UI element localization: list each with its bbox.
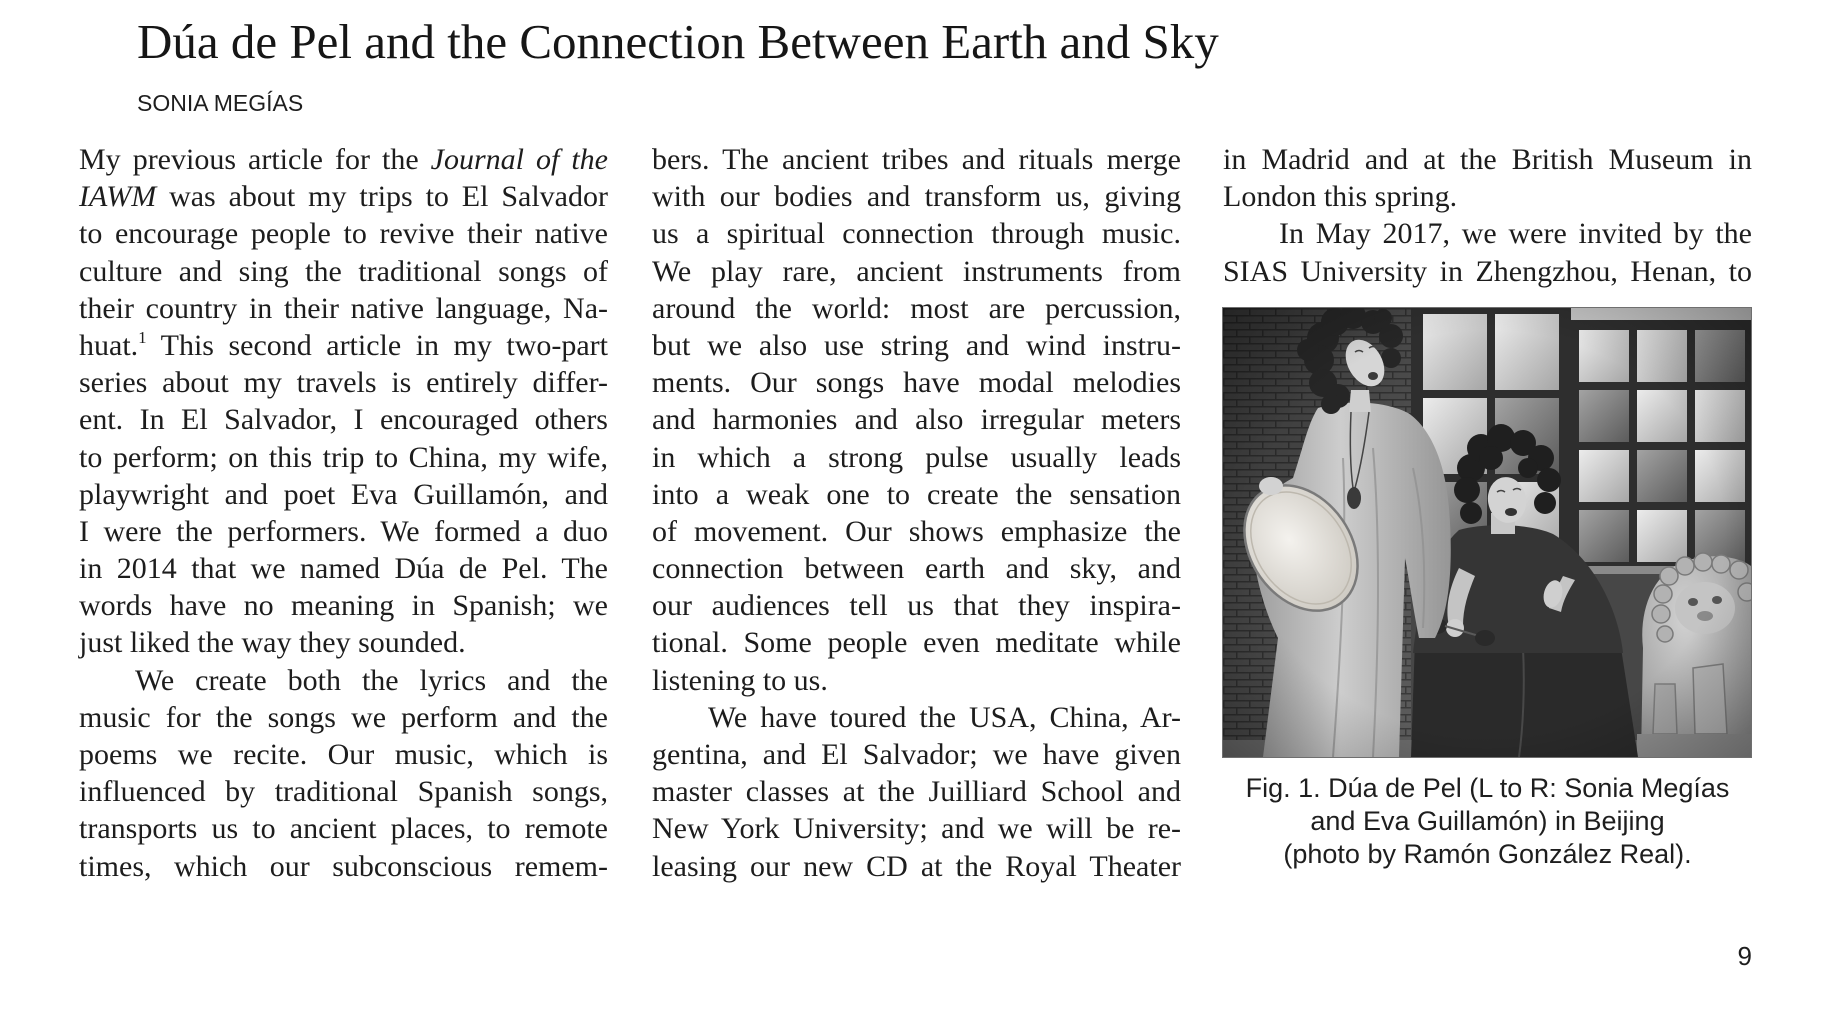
body-line [79,141,608,178]
body-line: ments. Our songs have modal melodies [652,366,1181,400]
body-line: listening to us. [652,663,828,697]
body-line: SIAS University in Zhengzhou, Henan, to [1223,254,1752,288]
caption-line: Fig. 1. Dúa de Pel (L to R: Sonia Megías [1245,773,1730,803]
page-number: 9 [1737,941,1752,971]
body-line: our audiences tell us that they inspira- [652,589,1181,623]
article-column-1 [79,141,608,885]
figure-caption [1223,772,1752,871]
body-line: poems we recite. Our music, which is [79,738,608,771]
body-line: transports us to ancient places, to remote [79,812,608,846]
italic-text: Journal of the [430,143,609,176]
body-line: gentina, and El Salvador; we have given [652,738,1181,771]
body-line: us a spiritual connection through music. [652,217,1181,251]
figure-photo-frame [1223,308,1751,757]
body-text: My previous article for the [79,143,431,176]
body-line: London this spring. [1223,180,1458,214]
body-line: We play rare, ancient instruments from [652,254,1181,288]
body-line: We have toured the USA, China, Ar- [708,700,1181,734]
body-line: in 2014 that we named Dúa de Pel. The [79,552,608,586]
body-text: huat. [79,328,139,362]
body-line [79,178,608,215]
body-line: times, which our subconscious remem- [79,849,608,883]
body-line: In May 2017, we were invited by the [1279,217,1752,251]
body-line: master classes at the Juilliard School and [652,775,1181,809]
body-line: just liked the way they sounded. [79,626,466,660]
body-line: to encourage people to revive their native [79,217,608,251]
body-line: words have no meaning in Spanish; we [79,589,608,623]
body-line: music for the songs we perform and the [79,700,608,734]
caption-line: and Eva Guillamón) in Beijing [1310,806,1665,836]
body-line: leasing our new CD at the Royal Theater [652,849,1181,883]
body-line: in Madrid and at the British Museum in [1223,143,1752,176]
article-author: SONIA MEGÍAS [137,90,304,116]
body-line: connection between earth and sky, and [652,552,1181,586]
body-line: and harmonies and also irregular meters [652,403,1181,437]
body-line: playwright and poet Eva Guillamón, and [79,477,608,511]
body-line [79,327,608,364]
figure-photo [1223,308,1751,757]
body-line: bers. The ancient tribes and rituals merge [652,143,1181,176]
body-line: of movement. Our shows emphasize the [652,514,1181,548]
body-line: tional. Some people even meditate while [652,626,1181,660]
italic-text: IAWM [79,180,157,214]
body-line: around the world: most are percussion, [652,291,1181,325]
body-line: ent. In El Salvador, I encouraged others [79,403,608,437]
article-title: Dúa de Pel and the Connection Between Earth and Sky [137,14,1219,69]
body-line: but we also use string and wind instru- [652,328,1181,362]
body-text: was about my trips to El Salvador [156,180,608,214]
body-line: I were the performers. We formed a duo [79,514,608,548]
body-line: New York University; and we will be re- [652,812,1181,846]
body-line: their country in their native language, Na- [79,291,608,325]
body-line: influenced by traditional Spanish songs, [79,775,608,809]
body-line: in which a strong pulse usually leads [652,440,1181,474]
body-line: with our bodies and transform us, giving [652,180,1181,214]
body-line: We create both the lyrics and the [135,663,608,697]
body-line: series about my travels is entirely differ- [79,366,608,400]
caption-line: (photo by Ramón González Real). [1283,839,1692,869]
article-column-3 [1223,141,1752,290]
footnote-marker: 1 [138,327,147,347]
body-text: This second article in my two-part [146,328,608,362]
body-line: into a weak one to create the sensation [652,477,1181,511]
article-column-2 [652,141,1181,885]
body-line: to perform; on this trip to China, my wife, [79,440,608,474]
body-line: culture and sing the traditional songs of [79,254,608,288]
